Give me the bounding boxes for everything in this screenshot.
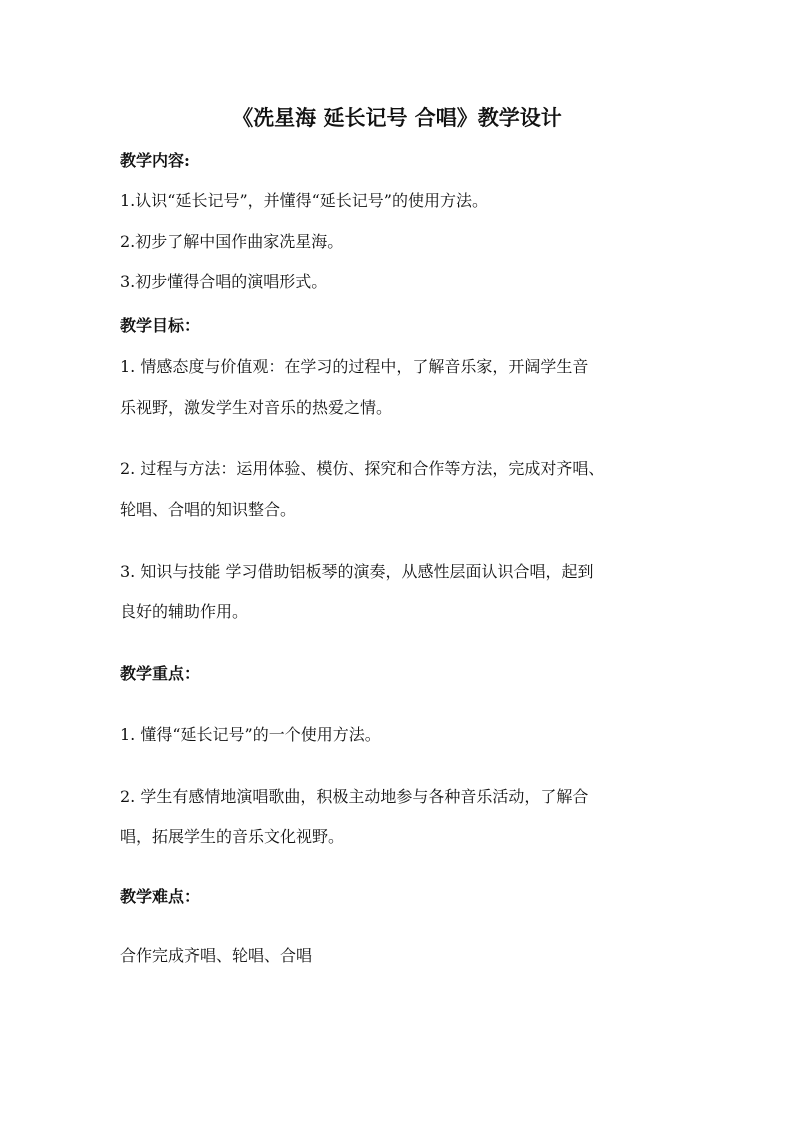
goal-item-2-line1: 2. 过程与方法：运用体验、模仿、探究和合作等方法，完成对齐唱、 — [120, 459, 605, 478]
content-item-2: 2.初步了解中国作曲家冼星海。 — [120, 232, 344, 251]
goal-item-2-line2: 轮唱、合唱的知识整合。 — [120, 500, 297, 519]
key-points-heading: 教学重点： — [120, 664, 201, 683]
key-point-item-1: 1. 懂得“延长记号”的一个使用方法。 — [120, 725, 381, 744]
difficulties-text: 合作完成齐唱、轮唱、合唱 — [120, 946, 313, 965]
goals-heading: 教学目标： — [120, 316, 201, 335]
difficulties-heading: 教学难点： — [120, 887, 201, 906]
goal-item-3-line1: 3. 知识与技能 学习借助铝板琴的演奏，从感性层面认识合唱，起到 — [120, 562, 594, 581]
document-title: 《冼星海 延长记号 合唱》教学设计 — [232, 105, 562, 130]
key-point-item-2-line1: 2. 学生有感情地演唱歌曲，积极主动地参与各种音乐活动，了解合 — [120, 787, 589, 806]
content-item-1: 1.认识“延长记号”，并懂得“延长记号”的使用方法。 — [120, 191, 488, 210]
goal-item-1-line2: 乐视野，激发学生对音乐的热爱之情。 — [120, 398, 393, 417]
key-point-item-2-line2: 唱，拓展学生的音乐文化视野。 — [120, 827, 345, 846]
content-item-3: 3.初步懂得合唱的演唱形式。 — [120, 272, 328, 291]
goal-item-1-line1: 1. 情感态度与价值观：在学习的过程中，了解音乐家，开阔学生音 — [120, 357, 589, 376]
goal-item-3-line2: 良好的辅助作用。 — [120, 602, 249, 621]
content-heading: 教学内容: — [120, 151, 190, 170]
